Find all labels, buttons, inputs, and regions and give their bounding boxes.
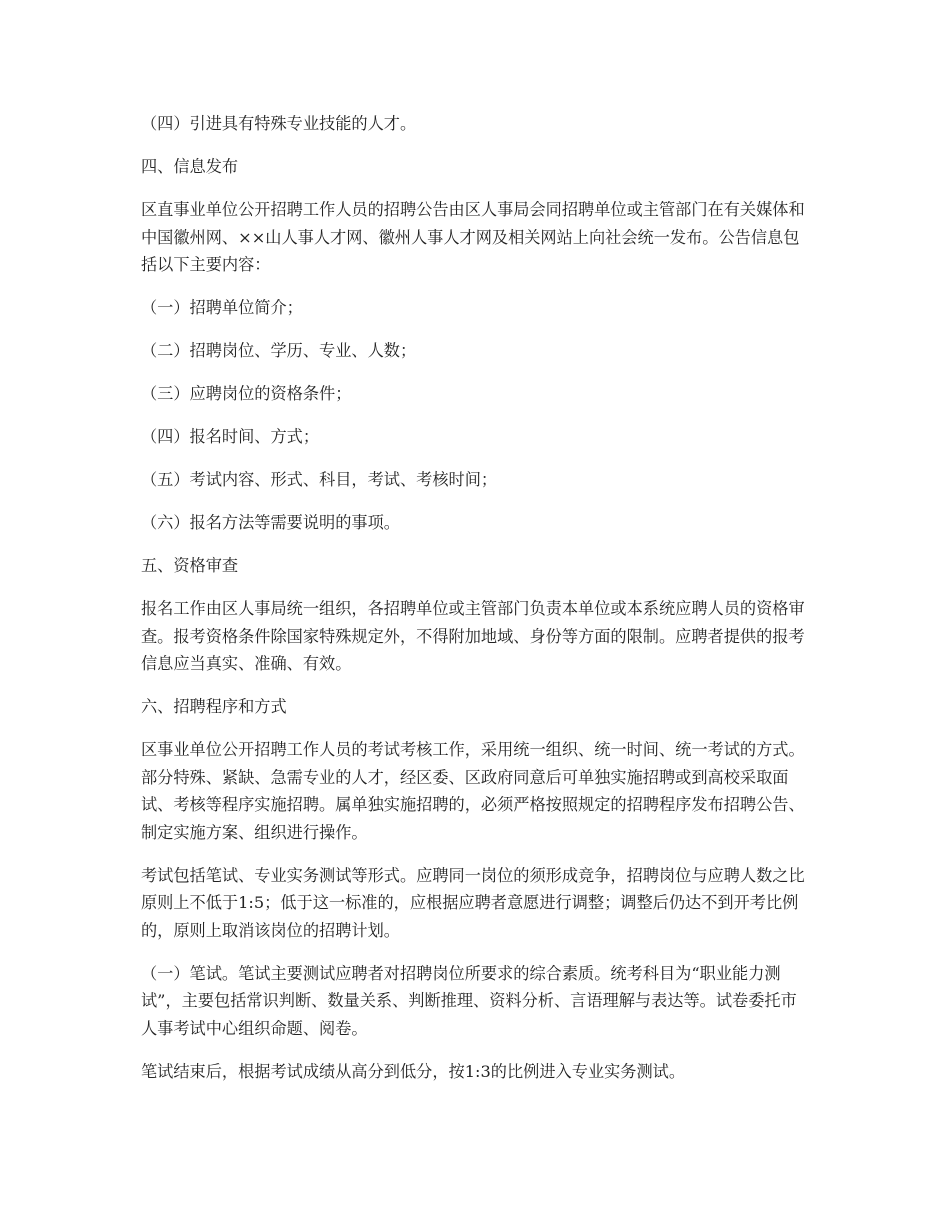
paragraph-qualification-review: 报名工作由区人事局统一组织，各招聘单位或主管部门负责本单位或本系统应聘人员的资格审查。报考资格条件除国家特殊规定外，不得附加地域、身份等方面的限制。应聘者提供的报考信息应当真实、准确、有效。 [141, 599, 805, 673]
section-heading-qualification-review: 五、资格审查 [141, 556, 239, 575]
list-item-unit-intro: （一）招聘单位简介； [141, 298, 303, 317]
paragraph-info-release: 区直事业单位公开招聘工作人员的招聘公告由区人事局会同招聘单位或主管部门在有关媒体和中国徽州网、××山人事人才网、徽州人事人才网及相关网站上向社会统一发布。公告信息包括以下主要内容： [141, 200, 805, 274]
list-item-special-talent: （四）引进具有特殊专业技能的人才。 [141, 114, 417, 133]
list-item-registration-method: （六）报名方法等需要说明的事项。 [141, 513, 400, 532]
paragraph-after-written-exam: 笔试结束后，根据考试成绩从高分到低分，按1:3的比例进入专业实务测试。 [141, 1061, 686, 1081]
document-page [141, 110, 811, 1101]
section-heading-recruitment-procedure: 六、招聘程序和方式 [141, 697, 287, 716]
list-item-registration-time: （四）报名时间、方式； [141, 427, 320, 446]
paragraph-written-exam: （一）笔试。笔试主要测试应聘者对招聘岗位所要求的综合素质。统考科目为“职业能力测试”，主要包括常识判断、数量关系、判断推理、资料分析、言语理解与表达等。试卷委托市人事考试中心组织命题、阅卷。 [141, 963, 797, 1038]
section-heading-info-release: 四、信息发布 [141, 157, 239, 176]
list-item-positions: （二）招聘岗位、学历、专业、人数； [141, 341, 417, 360]
list-item-qualifications: （三）应聘岗位的资格条件； [141, 384, 352, 403]
list-item-exam-content: （五）考试内容、形式、科目，考试、考核时间； [141, 470, 498, 489]
paragraph-recruitment-procedure: 区事业单位公开招聘工作人员的考试考核工作，采用统一组织、统一时间、统一考试的方式。部分特殊、紧缺、急需专业的人才，经区委、区政府同意后可单独实施招聘或到高校采取面试、考核等程序实施招聘。属单独实施招聘的，必须严格按照规定的招聘程序发布招聘公告、制定实施方案、组织进行操作。 [141, 740, 805, 842]
paragraph-exam-forms: 考试包括笔试、专业实务测试等形式。应聘同一岗位的须形成竞争，招聘岗位与应聘人数之比原则上不低于1:5；低于这一标准的，应根据应聘者意愿进行调整；调整后仍达不到开考比例的，原则上取消该岗位的招聘计划。 [141, 865, 805, 940]
